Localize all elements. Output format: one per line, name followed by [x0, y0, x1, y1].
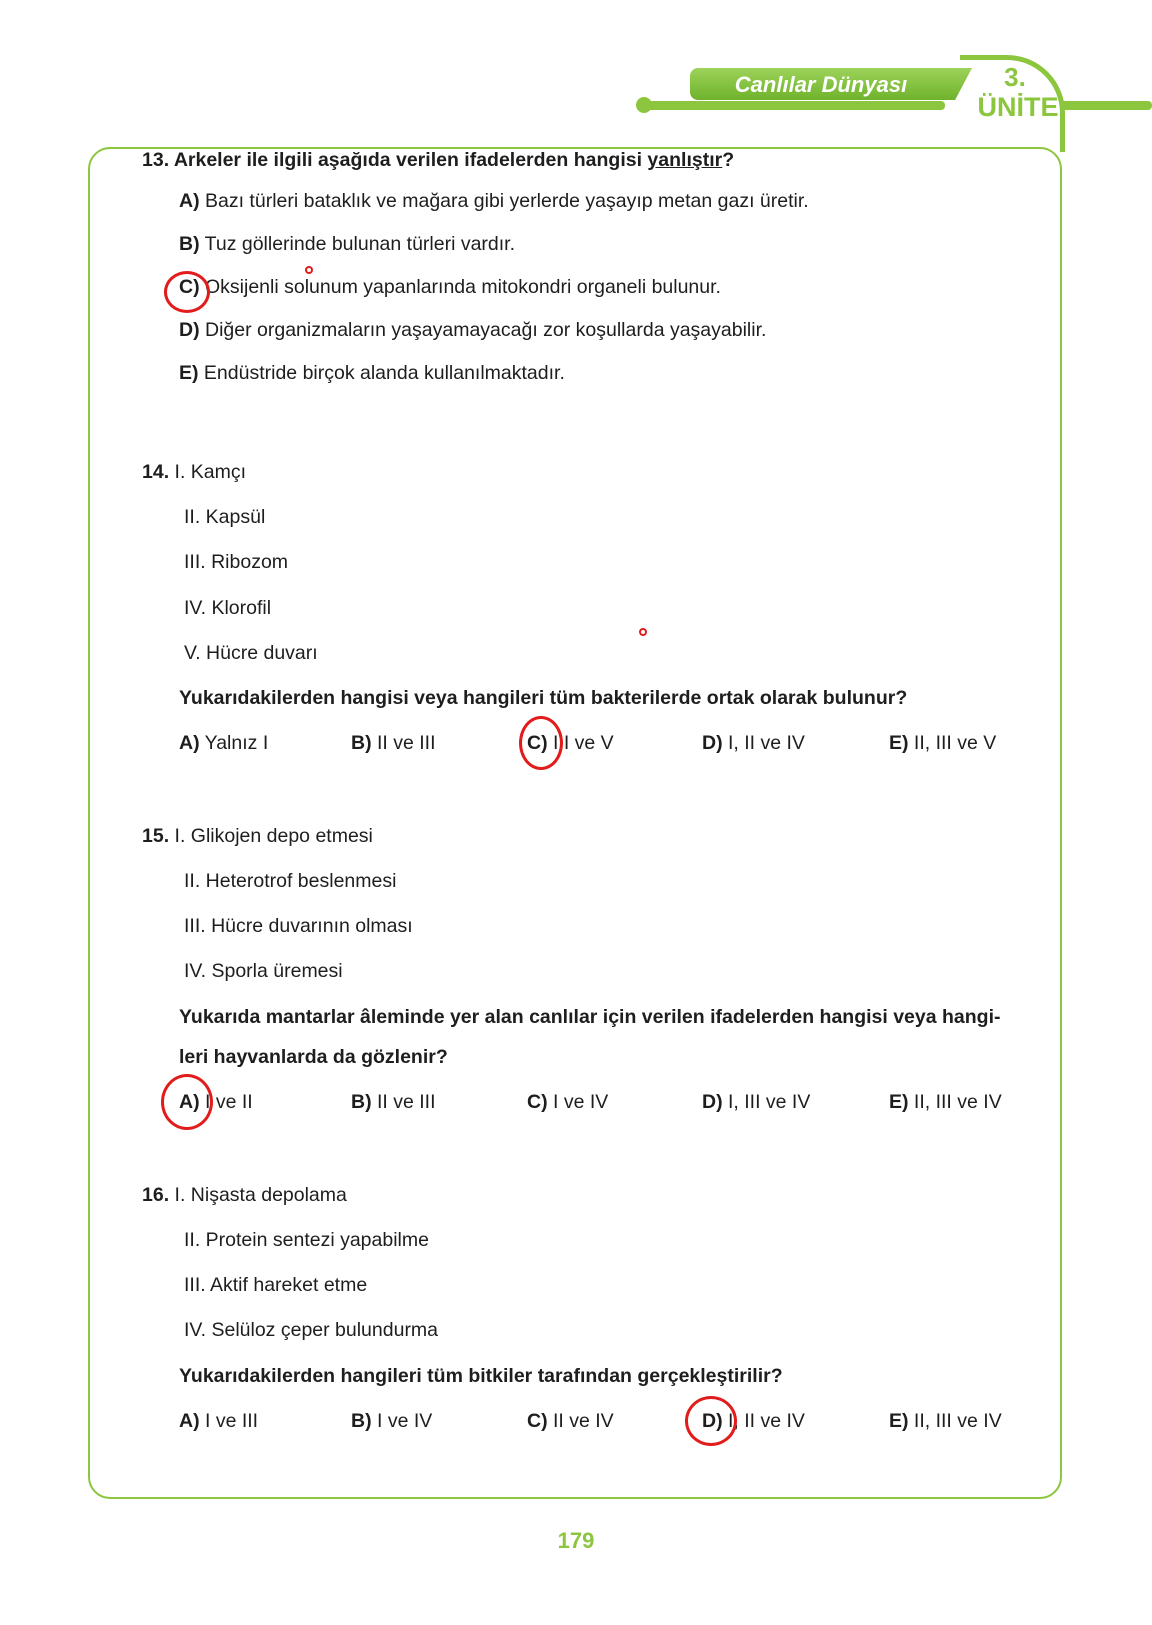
q14-item-3: III. Ribozom: [184, 551, 289, 573]
q13-option-e[interactable]: E) Endüstride birçok alanda kullanılmaktadır.: [179, 362, 565, 384]
q13-stem-underlined: yanlıştır: [647, 149, 723, 171]
q14-option-c[interactable]: C) III ve V: [527, 732, 614, 754]
header-dot: [636, 97, 652, 113]
unit-word: ÜNİTE: [977, 92, 1059, 122]
pen-mark-dot: [305, 266, 313, 274]
q16-item-2: II. Protein sentezi yapabilme: [184, 1229, 429, 1251]
q15-number: 15.: [142, 825, 170, 847]
q15-item-4: IV. Sporla üremesi: [184, 960, 343, 982]
q16-item-3: III. Aktif hareket etme: [184, 1274, 368, 1296]
answer-mark-circle: [161, 1074, 213, 1130]
q14-item-5: V. Hücre duvarı: [184, 642, 318, 664]
q15-item-2: II. Heterotrof beslenmesi: [184, 870, 397, 892]
q14-number: 14.: [142, 461, 170, 483]
q16-option-d[interactable]: D) I, II ve IV: [702, 1410, 805, 1432]
q16-question: Yukarıdakilerden hangileri tüm bitkiler tarafından gerçekleştirilir?: [179, 1365, 783, 1387]
q13-number: 13.: [142, 149, 170, 171]
header-line: [645, 101, 945, 110]
q16-option-a[interactable]: A) I ve III: [179, 1410, 259, 1432]
q16-option-b[interactable]: B) I ve IV: [351, 1410, 433, 1432]
q14-option-a[interactable]: A) Yalnız I: [179, 732, 269, 754]
q15-question-line2: leri hayvanlarda da gözlenir?: [179, 1046, 448, 1068]
q14-option-b[interactable]: B) II ve III: [351, 732, 436, 754]
q16-number: 16.: [142, 1184, 170, 1206]
answer-mark-circle: [519, 716, 563, 770]
answer-mark-circle: [685, 1396, 737, 1446]
q13-option-c[interactable]: C) Oksijenli solunum yapanlarında mitokondri organeli bulunur.: [179, 276, 721, 298]
q13-option-b[interactable]: B) Tuz göllerinde bulunan türleri vardır.: [179, 233, 516, 255]
q14-option-d[interactable]: D) I, II ve IV: [702, 732, 805, 754]
q13-option-d[interactable]: D) Diğer organizmaların yaşayamayacağı zor koşullarda yaşayabilir.: [179, 319, 767, 341]
q13-stem-after: ?: [722, 149, 735, 171]
q15-item-1: 15. I. Glikojen depo etmesi: [142, 825, 373, 847]
page-number: 179: [557, 1528, 595, 1553]
header-title: Canlılar Dünyası: [734, 72, 908, 97]
q15-option-a[interactable]: A) I ve II: [179, 1091, 253, 1113]
q15-option-d[interactable]: D) I, III ve IV: [702, 1091, 811, 1113]
q15-option-e[interactable]: E) II, III ve IV: [889, 1091, 1002, 1113]
q16-item-1: 16. I. Nişasta depolama: [142, 1184, 347, 1206]
q16-option-e[interactable]: E) II, III ve IV: [889, 1410, 1002, 1432]
q16-option-c[interactable]: C) II ve IV: [527, 1410, 614, 1432]
q14-item-4: IV. Klorofil: [184, 597, 272, 619]
q13-stem-before: Arkeler ile ilgili aşağıda verilen ifadelerden hangisi: [173, 149, 648, 171]
q14-item-1: 14. I. Kamçı: [142, 461, 247, 483]
q14-option-e[interactable]: E) II, III ve V: [889, 732, 997, 754]
answer-mark-circle: [164, 271, 210, 313]
q14-question: Yukarıdakilerden hangisi veya hangileri tüm bakterilerde ortak olarak bulunur?: [179, 687, 908, 709]
pen-mark-dot: [639, 628, 647, 636]
unit-number: 3.: [1004, 62, 1026, 92]
q13-option-a[interactable]: A) Bazı türleri bataklık ve mağara gibi yerlerde yaşayıp metan gazı üretir.: [179, 190, 809, 212]
q13-stem: [142, 148, 734, 172]
q16-item-4: IV. Selüloz çeper bulundurma: [184, 1319, 439, 1341]
header-right-line: [1060, 101, 1152, 110]
q15-option-b[interactable]: B) II ve III: [351, 1091, 436, 1113]
q15-question-line1: Yukarıda mantarlar âleminde yer alan canlılar için verilen ifadelerden hangisi veya hangi-: [179, 1006, 1001, 1028]
q14-item-2: II. Kapsül: [184, 506, 266, 528]
q15-option-c[interactable]: C) I ve IV: [527, 1091, 609, 1113]
q15-item-3: III. Hücre duvarının olması: [184, 915, 413, 937]
